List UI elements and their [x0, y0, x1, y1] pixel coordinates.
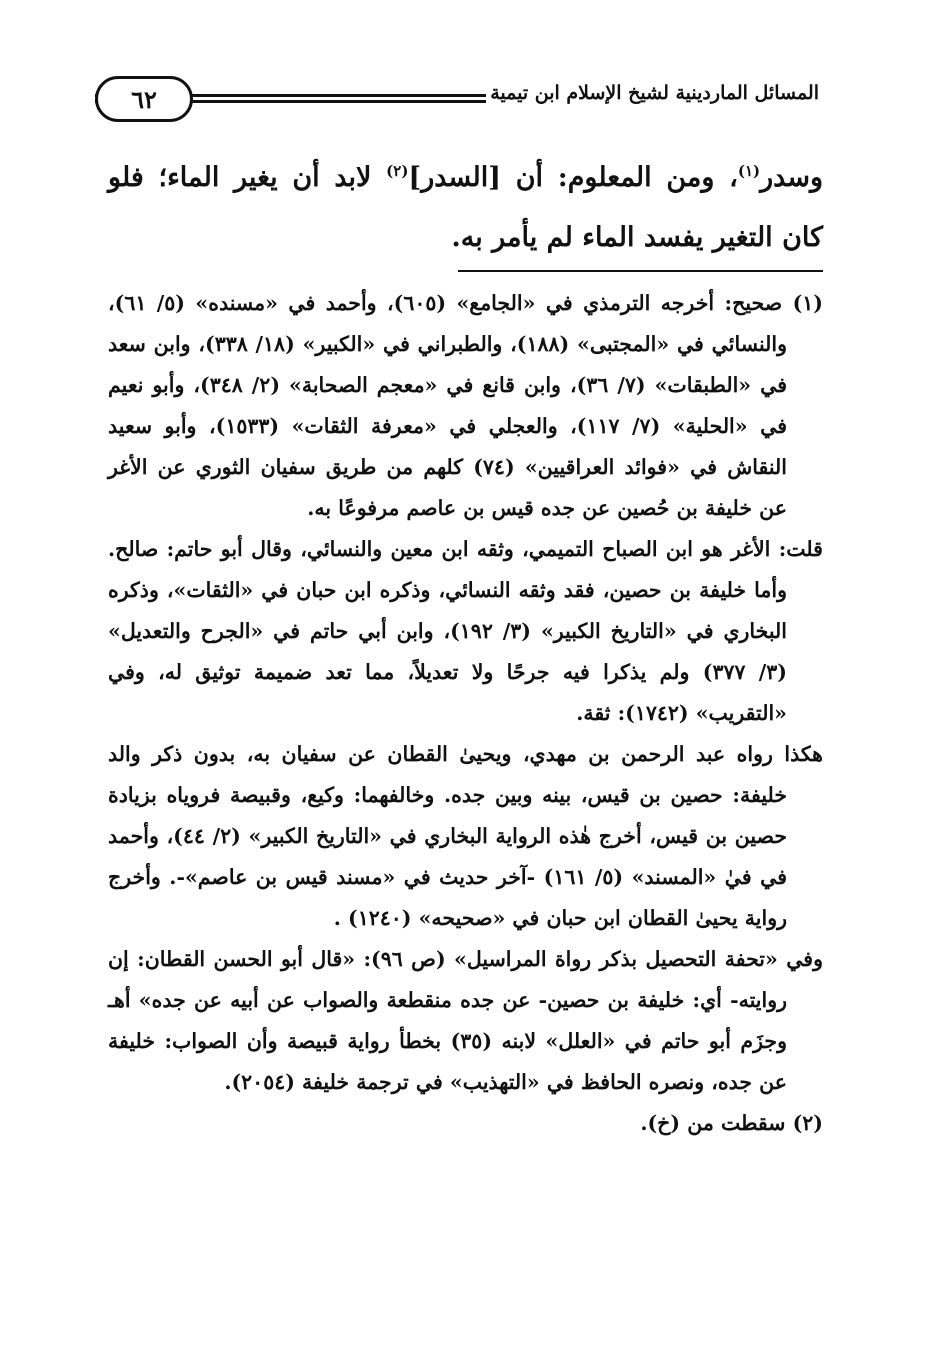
footnote-2: (٢) سقطت من (خ). [640, 1111, 823, 1135]
footnote-ref-2: (٢) [386, 162, 409, 180]
running-title: المسائل الماردينية لشيخ الإسلام ابن تيمية [486, 82, 823, 104]
main-text-part3: لابد أن يغير الماء؛ فلو كان التغير يفسد الماء لم يأمر به. [108, 162, 823, 253]
footnotes-section [108, 283, 823, 1144]
footnote-1-comment: قلت: الأغر هو ابن الصباح التميمي، وثقه ابن معين والنسائي، وقال أبو حاتم: صالح. وأما خليفة بن حصين، فقد وثقه النسائي، وذكره ابن حبان في «الثقات»، وذكره البخاري في «التاريخ الكبير» (٣/ ١٩٢)، وابن أبي حاتم في «الجرح والتعديل» (٣/ ٣٧٧) ولم يذكرا فيه جرحًا ولا تعديلاً، مما تعد ضميمة توثيق له، وفي «التقريب» (١٧٤٢): ثقة. [108, 537, 823, 725]
main-text-part1: وسدر [760, 162, 823, 193]
main-body-text [108, 148, 823, 268]
main-paragraph [108, 148, 823, 268]
main-text-part2: ، ومن المعلوم: أن [السدر] [408, 162, 738, 193]
page-header [95, 70, 823, 126]
footnote-1: (١) صحيح: أخرجه الترمذي في «الجامع» (٦٠٥)، وأحمد في «مسنده» (٥/ ٦١)، والنسائي في «المجتبى» (١٨٨)، والطبراني في «الكبير» (١٨/ ٣٣٨)، وابن سعد في «الطبقات» (٧/ ٣٦)، وابن قانع في «معجم الصحابة» (٢/ ٣٤٨)، وأبو نعيم في «الحلية» (٧/ ١١٧)، والعجلي في «معرفة الثقات» (١٥٣٣)، وأبو سعيد النقاش في «فوائد العراقيين» (٧٤) كلهم من طريق سفيان الثوري عن الأغر عن خليفة بن حُصين عن جده قيس بن عاصم مرفوعًا به. [108, 291, 823, 520]
footnote-separator [458, 270, 823, 272]
footnote-1-tuhfa: وفي «تحفة التحصيل بذكر رواة المراسيل» (ص ٩٦): «قال أبو الحسن القطان: إن روايته- أي: خليفة بن حصين- عن جده منقطعة والصواب عن أبيه عن جده» أهـ وجزَم أبو حاتم في «العلل» لابنه (٣٥) بخطأ رواية قبيصة وأن الصواب: خليفة عن جده، ونصره الحافظ في «التهذيب» في ترجمة خليفة (٢٠٥٤). [108, 947, 823, 1094]
page-number: ٦٢ [95, 76, 193, 122]
footnote-1-narration: هكذا رواه عبد الرحمن بن مهدي، ويحيىٰ القطان عن سفيان به، بدون ذكر والد خليفة: حصين بن قيس، بينه وبين جده. وخالفهما: وكيع، وقبيصة فروياه بزيادة حصين بن قيس، أخرج هٰذه الرواية البخاري في «التاريخ الكبير» (٢/ ٤٤)، وأحمد في فيٰ «المسند» (٥/ ١٦١) -آخر حديث في «مسند قيس بن عاصم»-. وأخرج رواية يحيىٰ القطان ابن حبان في «صحيحه» (١٢٤٠) . [108, 742, 823, 930]
footnote-ref-1: (١) [737, 162, 761, 180]
